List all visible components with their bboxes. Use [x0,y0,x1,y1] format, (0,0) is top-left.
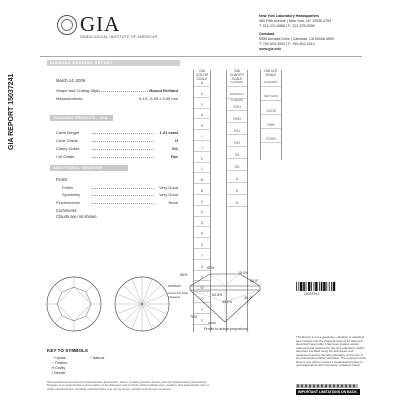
color-scale-tick: O [194,199,210,206]
cut-scale-tick: POOR [261,136,281,143]
finish-value: Very Good [159,192,178,197]
barcode-bar [315,282,317,291]
color-scale-tick: Y [194,307,210,314]
color-scale-tick: N [194,188,210,195]
barcode-bar [333,282,335,291]
color-scale-tick: P [194,210,210,217]
color-scale-tick: V [194,274,210,281]
website: www.gia.edu [259,47,281,51]
color-scale-tick: H [194,123,210,130]
finish-value: Very Good [159,185,178,190]
clarity-scale-tick: VVS2 [227,116,247,123]
clarity-scale-tick: SI1 [227,152,247,159]
prop-pavilion-angle: 40.4° [244,296,253,300]
barcode-bar [331,282,332,291]
barcode-bar [329,282,330,291]
key-item-label: Crystal [54,356,66,360]
clarity-scale-tick: I3 [227,200,247,207]
key-item-label: Needle [54,371,66,375]
grading-value: H [175,138,178,143]
diamond-pavilion-diagram [113,275,171,333]
prop-crown-angle: 35.0° [250,279,259,283]
prop-crown-height: 15.0% [238,271,249,275]
grading-section-band: GRADING RESULTS - GIA 4Cs [50,115,113,121]
clarity-scale-tick: VS2 [227,140,247,147]
fluorescence-row [56,200,178,205]
grading-label: Clarity Grade [56,146,80,151]
prop-depth: 63.5% [212,293,223,297]
clarity-scale-tick: VVS1 [227,104,247,111]
prop-culet: none [208,321,216,325]
gia-logo: GIA [80,12,121,36]
barcode-bar [314,282,315,291]
ca-address-line-2: T: 760-603-4500 | F: 760-603-1814 [259,42,315,46]
prop-girdle-note: extremely thick (faceted) [168,291,189,299]
comments-text: Clouds are not shown. [56,214,98,219]
color-scale-tick: G [194,112,210,119]
prop-table: 55% [180,273,188,277]
cut-scale-tick: GOOD [261,108,281,115]
cut-scale-head: GIA CUT SCALE [264,69,278,77]
security-pattern [296,384,358,388]
grading-label: Cut Grade [56,154,75,159]
key-item-label: Cavity [55,366,66,370]
report-date: March 14, 2006 [56,78,86,83]
comments-label: Comments: [56,208,78,213]
grading-value: 1.01 carat [159,130,178,135]
fluorescence-label: Fluorescence [56,200,81,205]
cut-scale [260,70,282,160]
header-rule [40,56,362,57]
grading-row-clarity [56,146,178,151]
color-scale-tick: K [194,156,210,163]
cut-scale-tick: VERY GOOD [261,94,281,101]
fluorescence-value: None [168,200,178,205]
finish-label: Finish [56,177,68,182]
barcode-bar [296,282,297,291]
key-title: KEY TO SYMBOLS [47,348,88,353]
clarity-scale-head: GIA CLARITY SCALE [229,69,245,81]
color-scale-tick: Q [194,220,210,227]
color-scale-tick: E [194,91,210,98]
barcode-bar [321,282,323,291]
detail-value: Round Brilliant [149,88,178,93]
prop-caption: Profile to actual proportions. [204,327,249,331]
report-title-band: DIAMOND GRADING REPORT [47,60,180,66]
grading-row-color [56,138,178,143]
color-scale-tick: W [194,285,210,292]
barcode-bar [311,282,312,291]
barcode [296,282,352,291]
finish-label-item: Polish [62,185,73,190]
color-scale-tick: X [194,296,210,303]
clarity-scale-tick: I1 [227,176,247,183]
prop-girdle: medium [168,284,181,288]
ca-address-title: Carlsbad [259,32,275,36]
barcode-bar [319,282,320,291]
ca-address-line-1: 5355 Armada Drive | Carlsbad, CA 92008-4699 [259,37,335,41]
barcode-bar [308,282,310,291]
grading-label: Color Grade [56,138,78,143]
detail-label: Measurements [56,96,83,101]
important-limitations-text: IMPORTANT LIMITATIONS ON BACK [298,389,357,394]
grading-row-cut [56,154,178,159]
ny-address-title: New York Laboratory Headquarters [259,14,319,18]
key-item-crystal: ◦ Crystal [52,356,66,360]
ny-address-line-2: T: 212-221-5858 | F: 212-575-3095 [259,24,315,28]
diamond-crown-diagram [45,275,103,333]
grading-value: SI1 [171,146,178,151]
gia-logo-seal-inner [61,19,73,31]
finish-row-symmetry [62,192,178,197]
barcode-number: 15037241 [304,292,320,296]
prop-pavilion-depth: 43.0% [222,300,233,304]
report-number: GIA REPORT 15037241 [8,73,15,150]
color-scale-tick: F [194,102,210,109]
prop-lower-half: 75% [190,315,198,319]
color-scale-tick: J [194,145,210,152]
barcode-bar [298,282,299,291]
finish-row-polish [62,185,178,190]
barcode-bar [303,282,305,291]
barcode-bar [323,282,325,291]
detail-row-measurements [56,96,178,101]
color-scale-tick: Z [194,318,210,325]
grading-value: Fair [170,154,178,159]
additional-section-band: ADDITIONAL GRADING INFORMATION [50,165,128,171]
color-scale-tick: S [194,242,210,249]
color-scale-tick: D [194,80,210,87]
clarity-scale-tick: FLAWLESS [227,80,247,87]
color-scale-tick: U [194,264,210,271]
barcode-bar [306,282,307,291]
gia-tagline: GEMOLOGICAL INSTITUTE OF AMERICA® [80,35,158,39]
grading-row-carat [56,130,178,135]
key-item-natural: ^ Natural [90,356,105,360]
cut-scale-tick: FAIR [261,122,281,129]
color-scale-head: GIA COLOR SCALE [195,69,209,81]
disclaimer-text: This Report is not a guarantee, valuation or appraisal and contains only the characteristics of the diamond described herein after it has been graded, tested, examined and analyzed by the GIA Laboratory and/or has been inscribed using the techniques and equipment used by the GIA Laboratory at the time of the examination and/or inscription. The recipient of this Report may wish to consult a credentialed jeweler or gemologist about the information contained herein. [296,336,366,367]
color-scale-tick: M [194,177,210,184]
detail-label: Shape and Cutting Style [56,88,100,93]
detail-value: 6.19 - 6.25 x 3.95 mm [139,96,178,101]
report-number-vertical [6,73,20,152]
cut-scale-tick: EXCELLENT [261,80,281,87]
clarity-scale-tick: I2 [227,188,247,195]
barcode-bar [326,282,327,291]
ny-address-line-1: 580 Fifth Avenue | New York, NY 10036-4794 [259,19,332,23]
clarity-scale-tick: SI2 [227,164,247,171]
color-scale-tick: R [194,231,210,238]
barcode-bar [300,282,302,291]
grading-label: Carat Weight [56,130,80,135]
detail-row-shape [56,88,178,93]
key-item-needle: / Needle [52,371,66,375]
key-item-label: Natural [92,356,105,360]
color-scale-tick: I [194,134,210,141]
key-note: Red symbols denote internal characteristics (inclusions). Green or black symbols denote external characteristics (blemishes). Diagram is an approximate representation of the diamond, and symbols shown indicate type, position, and approximate size of clarity characteristics. All clarity characteristics may not be shown. Details of finish are not shown. [47,381,209,391]
prop-star: 60% [207,266,215,270]
color-scale-tick: T [194,253,210,260]
key-item-cavity: ● Cavity [52,366,66,370]
clarity-scale-tick: VS1 [227,128,247,135]
key-item-label: Feather [55,361,68,365]
color-scale-tick: L [194,166,210,173]
key-item-feather: ~ Feather [52,361,68,365]
clarity-scale-tick: INTERNALLY FLAWLESS [227,92,247,99]
finish-label-item: Symmetry [62,192,80,197]
